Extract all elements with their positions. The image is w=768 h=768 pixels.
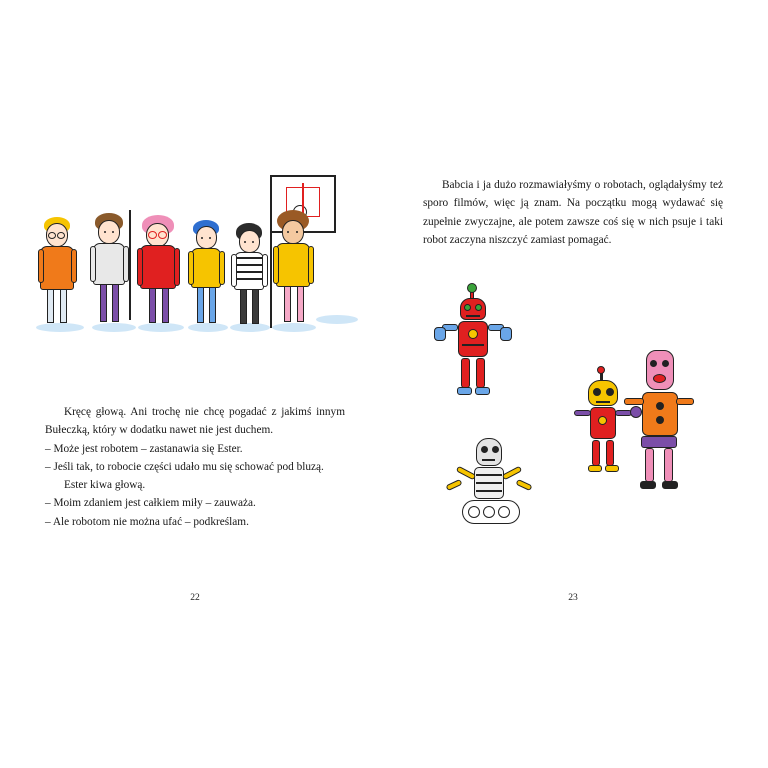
paragraph: Ester kiwa głową. bbox=[64, 479, 146, 492]
page-number-right: 23 bbox=[568, 592, 578, 603]
page-number-left: 22 bbox=[190, 592, 200, 603]
paragraph: Kręcę głową. Ani trochę nie chcę pogadać z jakimś innym Bułeczką, który w dodatku nawet nie jest duchem. bbox=[45, 406, 345, 437]
paragraph: – Ale robotom nie można ufać – podkreślam. bbox=[45, 515, 249, 528]
four-robots-illustration bbox=[440, 290, 720, 580]
paragraph: Babcia i ja dużo rozmawiałyśmy o robotach, oglądałyśmy też sporo filmów, więc ją znam. Na początku mogą wydawać się zupełnie zwyczajne, ale potem zawsze coś się w nich psuje i taki robot zaczyna niszczyć zamiast pomagać. bbox=[423, 179, 723, 246]
figure-shadow bbox=[36, 323, 84, 332]
figure-shadow bbox=[272, 323, 316, 332]
paragraph: – Jeśli tak, to robocie części udało mu się schować pod bluzą. bbox=[45, 460, 324, 473]
figure-shadow bbox=[316, 315, 358, 324]
figure-shadow bbox=[230, 323, 270, 332]
figure-shadow bbox=[92, 323, 136, 332]
paragraph: – Może jest robotem – zastanawia się Ester. bbox=[45, 442, 243, 455]
figure-shadow bbox=[138, 323, 184, 332]
left-page-text bbox=[45, 403, 345, 531]
paragraph: – Moim zdaniem jest całkiem miły – zauważa. bbox=[45, 497, 256, 510]
figure-shadow bbox=[188, 323, 228, 332]
crowd-with-basketball-hoop-illustration bbox=[30, 165, 360, 365]
right-page-text bbox=[423, 176, 723, 249]
